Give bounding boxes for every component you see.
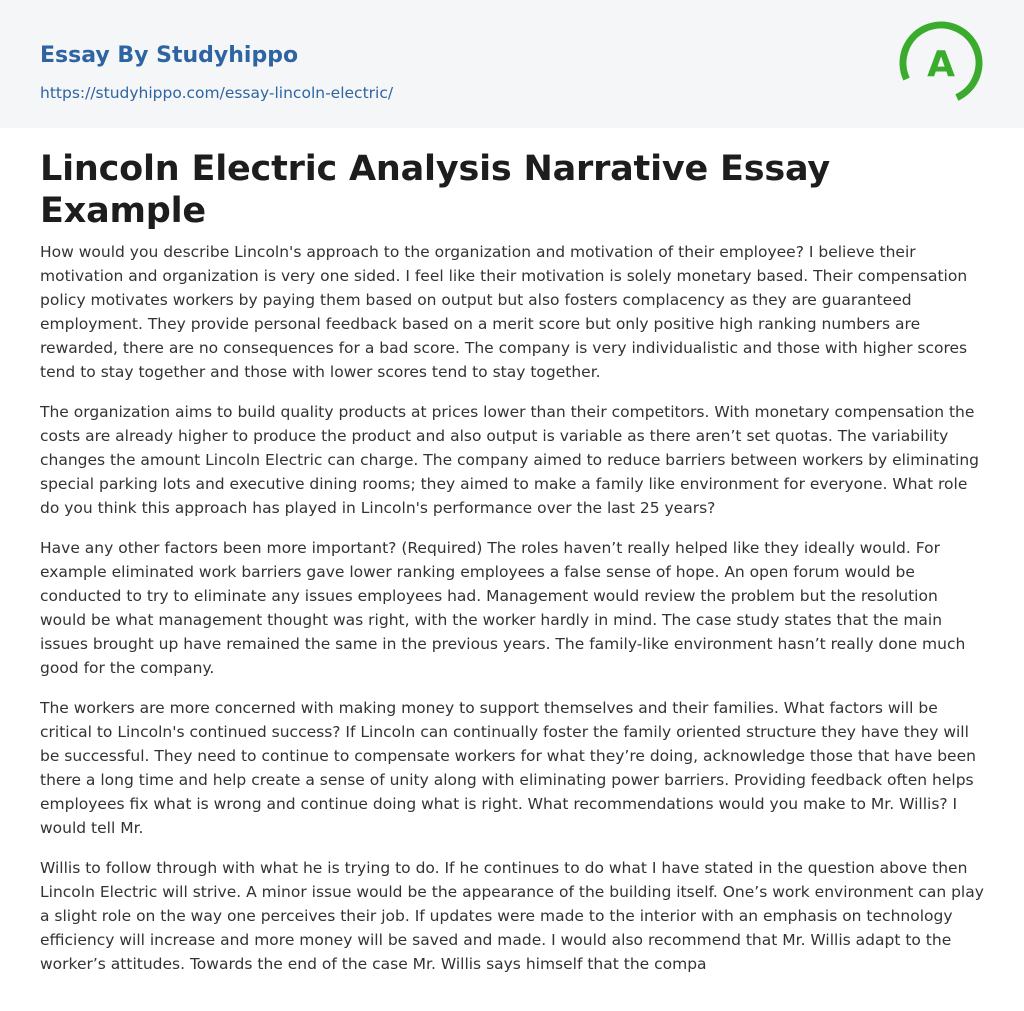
article-paragraph: The workers are more concerned with making money to support themselves and their families. What factors will be critical to Lincoln's continued success? If Lincoln can continually foster the family oriented structure they have they will be successful. They need to continue to compensate workers for what they’re doing, acknowledge those that have been there a long time and help create a sense of unity along with eliminating power barriers. Providing feedback often helps employees fix what is wrong and continue doing what is right. What recommendations would you make to Mr. Willis? I would tell Mr. [40, 699, 976, 837]
article-content [0, 148, 1024, 976]
studyhippo-logo-icon[interactable] [898, 20, 984, 106]
article-paragraph: Have any other factors been more important? (Required) The roles haven’t really helped like they ideally would. For example eliminated work barriers gave lower ranking employees a false sense of hope. An open forum would be conducted to try to eliminate any issues employees had. Management would review the problem but the resolution would be what management thought was right, with the worker hardly in mind. The case study states that the main issues brought up have remained the same in the previous years. The family-like environment hasn’t really done much good for the company. [40, 539, 966, 677]
page-title: Lincoln Electric Analysis Narrative Essay Example [40, 149, 830, 231]
essay-url-link[interactable]: https://studyhippo.com/essay-lincoln-electric/ [40, 84, 394, 102]
article-paragraph: How would you describe Lincoln's approach to the organization and motivation of their employee? I believe their motivation and organization is very one sided. I feel like their motivation is solely monetary based. Their compensation policy motivates workers by paying them based on output but also fosters complacency as they are guaranteed employment. They provide personal feedback based on a merit score but only positive high ranking numbers are rewarded, there are no consequences for a bad score. The company is very individualistic and those with higher scores tend to stay together and those with lower scores tend to stay together. [40, 243, 968, 381]
site-brand[interactable]: Essay By Studyhippo [40, 43, 299, 68]
site-header [0, 0, 1024, 128]
logo-letter: A [927, 44, 955, 85]
article-paragraph: Willis to follow through with what he is trying to do. If he continues to do what I have stated in the question above then Lincoln Electric will strive. A minor issue would be the appearance of the building itself. One’s work environment can play a slight role on the way one perceives their job. If updates were made to the interior with an emphasis on technology efficiency will increase and more money will be saved and made. I would also recommend that Mr. Willis adapt to the worker’s attitudes. Towards the end of the case Mr. Willis says himself that the compa [40, 859, 984, 973]
article-paragraph: The organization aims to build quality products at prices lower than their competitors. With monetary compensation the costs are already higher to produce the product and also output is variable as there aren’t set quotas. The variability changes the amount Lincoln Electric can charge. The company aimed to reduce barriers between workers by eliminating special parking lots and executive dining rooms; they aimed to make a family like environment for everyone. What role do you think this approach has played in Lincoln's performance over the last 25 years? [40, 403, 980, 517]
